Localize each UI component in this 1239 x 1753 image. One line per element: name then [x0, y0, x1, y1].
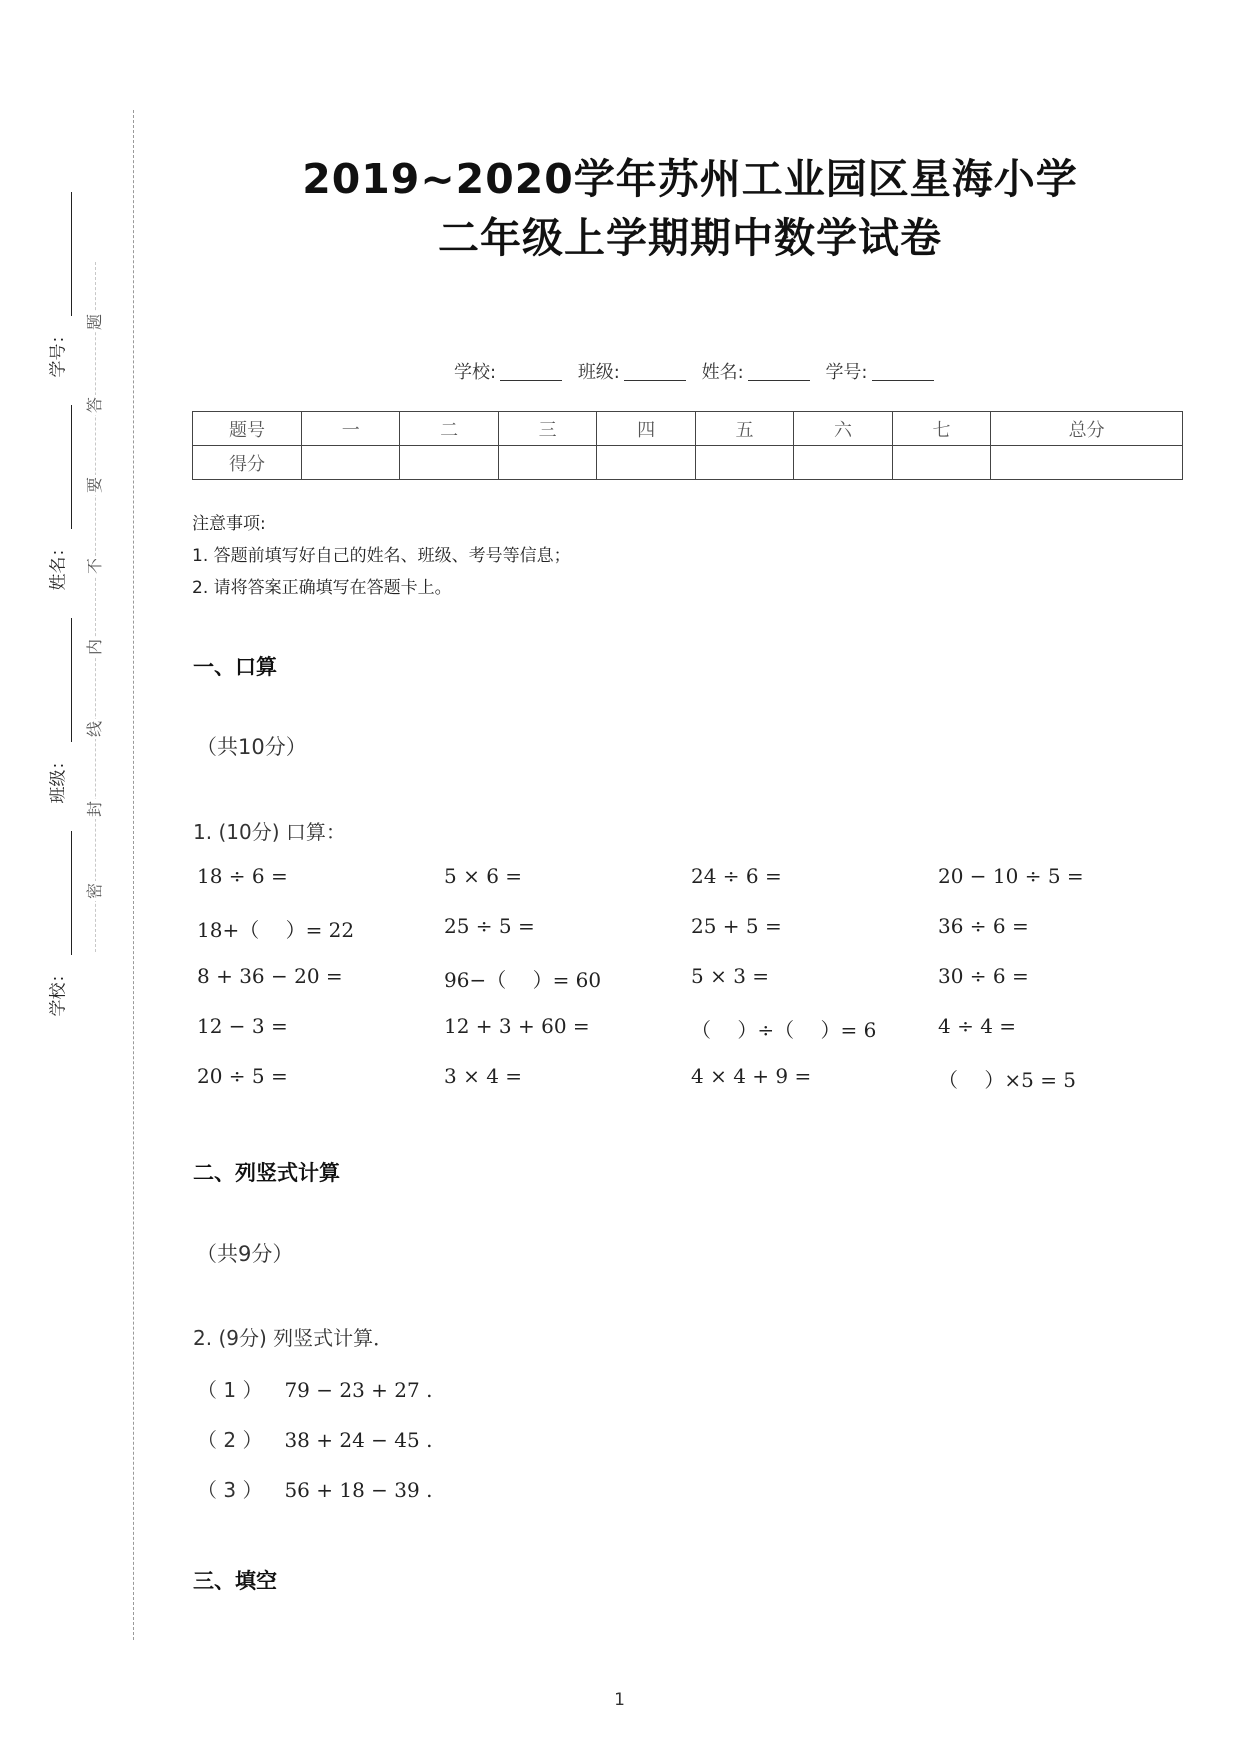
- math-problem: 12 + 3 + 60 =: [444, 1014, 590, 1038]
- math-problem: 5 × 3 =: [691, 964, 770, 988]
- table-cell: 五: [695, 412, 793, 446]
- notes-item: 2. 请将答案正确填写在答题卡上。: [192, 578, 452, 598]
- math-problem: 8 + 36 − 20 =: [197, 964, 343, 988]
- name-label: 姓名:: [701, 362, 744, 383]
- score-cell[interactable]: [695, 446, 793, 480]
- math-problem: 20 − 10 ÷ 5 =: [938, 864, 1084, 888]
- section2-points: （共9分）: [196, 1242, 294, 1266]
- table-cell: 四: [597, 412, 695, 446]
- score-cell[interactable]: [302, 446, 400, 480]
- notes-item: 1. 答题前填写好自己的姓名、班级、考号等信息；: [192, 546, 571, 566]
- section1-heading: 一、口算: [193, 655, 277, 679]
- math-problem: 25 + 5 =: [691, 914, 782, 938]
- class-label: 班级:: [577, 362, 620, 383]
- question-1-prompt: 1. (10分) 口算：: [193, 820, 346, 844]
- math-problem: 24 ÷ 6 =: [691, 864, 782, 888]
- seal-dashed-line: [95, 262, 96, 952]
- table-cell: 六: [794, 412, 892, 446]
- item-expression: 38 + 24 − 45 .: [284, 1428, 433, 1452]
- student-info-row: [454, 358, 944, 384]
- score-table-header-row: [193, 412, 1183, 446]
- score-cell[interactable]: [400, 446, 498, 480]
- seal-char: 要: [82, 475, 104, 495]
- section3-heading: 三、填空: [193, 1569, 277, 1593]
- score-cell[interactable]: [597, 446, 695, 480]
- student-id-label: 学号：: [48, 326, 69, 378]
- notes-block: [192, 508, 571, 604]
- class-field: [578, 362, 686, 383]
- seal-char: 题: [82, 312, 104, 332]
- name-blank[interactable]: [748, 380, 810, 381]
- vertical-calc-item: [197, 1474, 432, 1503]
- math-problem: 4 ÷ 4 =: [938, 1014, 1017, 1038]
- page-number: 1: [614, 1690, 625, 1710]
- seal-char: 不: [82, 556, 104, 576]
- math-problem: 36 ÷ 6 =: [938, 914, 1029, 938]
- vertical-calc-item: [197, 1374, 432, 1403]
- math-problem: （ ）÷（ ）= 6: [691, 1018, 877, 1042]
- student-class-label: 班级：: [48, 752, 69, 804]
- binding-dashed-line: [133, 110, 134, 1640]
- math-problem: 5 × 6 =: [444, 864, 523, 888]
- table-cell: 二: [400, 412, 498, 446]
- item-expression: 56 + 18 − 39 .: [284, 1478, 433, 1502]
- item-number: （ 1 ）: [197, 1378, 263, 1402]
- item-expression: 79 − 23 + 27 .: [284, 1378, 433, 1402]
- section1-points: （共10分）: [196, 735, 307, 759]
- school-blank[interactable]: [500, 380, 562, 381]
- table-cell: 得分: [193, 446, 302, 480]
- score-cell[interactable]: [498, 446, 596, 480]
- score-cell[interactable]: [794, 446, 892, 480]
- seal-char: 密: [82, 881, 104, 901]
- math-problem: 18 ÷ 6 =: [197, 864, 288, 888]
- math-problem: 4 × 4 + 9 =: [691, 1064, 812, 1088]
- table-cell: 三: [498, 412, 596, 446]
- score-cell[interactable]: [991, 446, 1183, 480]
- notes-heading: 注意事项:: [192, 514, 266, 534]
- table-cell: 一: [302, 412, 400, 446]
- math-problem: 12 − 3 =: [197, 1014, 288, 1038]
- name-field: [702, 362, 810, 383]
- student-name-label: 姓名：: [48, 539, 69, 591]
- table-cell: 总分: [991, 412, 1183, 446]
- class-blank[interactable]: [624, 380, 686, 381]
- math-problem: 25 ÷ 5 =: [444, 914, 535, 938]
- oral-calc-grid: [197, 864, 1187, 1114]
- student-name-line[interactable]: [71, 405, 72, 529]
- table-cell: 题号: [193, 412, 302, 446]
- math-problem: 30 ÷ 6 =: [938, 964, 1029, 988]
- score-cell[interactable]: [892, 446, 990, 480]
- math-problem: 3 × 4 =: [444, 1064, 523, 1088]
- question-2-prompt: 2. (9分) 列竖式计算．: [193, 1326, 394, 1350]
- math-problem: 18+（ ）= 22: [197, 918, 355, 942]
- math-problem: 20 ÷ 5 =: [197, 1064, 288, 1088]
- vertical-calc-item: [197, 1424, 432, 1453]
- item-number: （ 2 ）: [197, 1428, 263, 1452]
- school-field: [454, 362, 562, 383]
- student-id-line[interactable]: [71, 192, 72, 316]
- score-table: [192, 411, 1183, 480]
- math-problem: 96−（ ）= 60: [444, 968, 602, 992]
- score-table-score-row: [193, 446, 1183, 480]
- math-problem: （ ）×5 = 5: [938, 1068, 1077, 1092]
- exam-title-line2: 二年级上学期期中数学试卷: [438, 214, 942, 262]
- item-number: （ 3 ）: [197, 1478, 263, 1502]
- student-school-label: 学校：: [48, 965, 69, 1017]
- student-class-line[interactable]: [71, 618, 72, 742]
- id-field: [825, 362, 933, 383]
- exam-title-line1: 2019~2020学年苏州工业园区星海小学: [302, 155, 1078, 203]
- seal-char: 封: [82, 799, 104, 819]
- seal-char: 答: [82, 395, 104, 415]
- seal-char: 内: [82, 637, 104, 657]
- seal-char: 线: [82, 719, 104, 739]
- id-blank[interactable]: [872, 380, 934, 381]
- school-label: 学校:: [454, 362, 497, 383]
- id-label: 学号:: [825, 362, 868, 383]
- table-cell: 七: [892, 412, 990, 446]
- student-school-line[interactable]: [71, 831, 72, 955]
- section2-heading: 二、列竖式计算: [193, 1161, 340, 1185]
